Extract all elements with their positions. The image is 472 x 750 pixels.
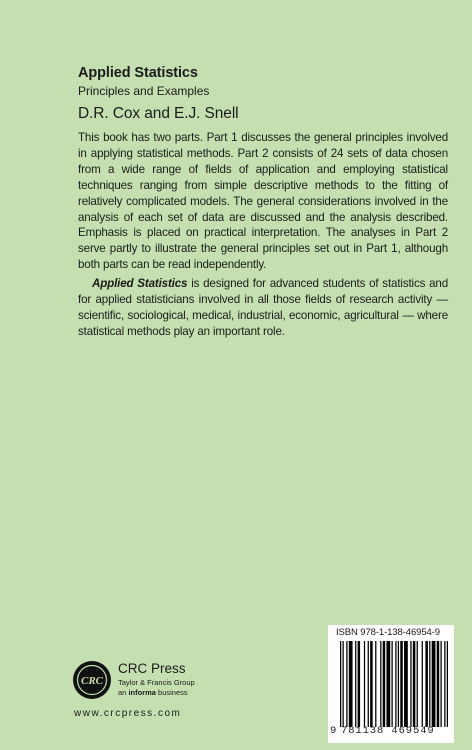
ean-digits: 781138 469549 [341,725,435,737]
crc-press-logo-icon [72,660,112,700]
emphasized-title: Applied Statistics [92,277,188,291]
barcode-bar [432,641,436,727]
description-paragraph-2-text: is designed for advanced students of statistics and for applied statisticians involved in all those fields of research activity — scientific, sociological, medical, industrial, economic, agricultural — where statistical methods play an important role. [78,277,448,338]
title-block [78,64,239,124]
tagline-prefix: an [118,688,129,697]
tagline-brand: informa [128,688,156,697]
barcode-bar [447,641,448,727]
publisher-url: www.crcpress.com [74,708,182,719]
barcode-bar [425,641,428,727]
barcode-bar [364,641,365,727]
description-paragraph-2 [78,276,448,340]
publisher-group: Taylor & Francis Group [118,678,195,687]
barcode-bar [410,641,411,727]
publisher-tagline [118,688,188,697]
ean-lead-digit: 9 [330,725,337,737]
publisher-name: CRC Press [118,661,186,676]
barcode-bar [413,641,416,727]
barcode-bar [422,641,423,727]
barcode-bar [437,641,440,727]
barcode-bar [386,641,390,727]
barcode-bars [340,641,448,727]
crc-logo-text: CRC [80,675,104,687]
barcode-bar [375,641,376,727]
description-paragraph-1: This book has two parts. Part 1 discusses the general principles involved in applying statistical methods. Part 2 consists of 24 sets of data chosen from a wide range of fields of application and employing statistical techniques ranging from simple descriptive methods to the fitting of relatively complicated models. The general considerations involved in the analysis of each set of data are discussed and the analysis described. Emphasis is placed on practical interpretation. The analyses in Part 2 serve partly to illustrate the general principles set out in Part 1, although both parts can be read independently. [78,131,448,272]
book-subtitle: Principles and Examples [78,84,210,98]
book-authors: D.R. Cox and E.J. Snell [78,105,239,122]
barcode-bar [368,641,369,727]
publisher-imprint [70,656,220,726]
barcode-bar [340,641,341,727]
barcode-bar [417,641,418,727]
barcode-bar [370,641,373,727]
barcode-bar [395,641,396,727]
isbn-number: ISBN 978-1-138-46954-9 [336,627,440,638]
tagline-suffix: business [155,688,188,697]
barcode-bar [400,641,403,727]
barcode-bar [380,641,381,727]
barcode-bar [358,641,361,727]
barcode-bar [444,641,445,727]
barcode-bar [383,641,386,727]
barcode-bar [429,641,430,727]
barcode-bar [398,641,399,727]
barcode-bar [343,641,344,727]
barcode-bar [346,641,347,727]
book-title: Applied Statistics [78,65,198,81]
barcode-bar [349,641,353,727]
barcode-bar [391,641,392,727]
barcode-bar [440,641,441,727]
book-description [78,130,448,340]
isbn-barcode [328,625,454,743]
barcode-bar [404,641,408,727]
barcode-bar [355,641,356,727]
